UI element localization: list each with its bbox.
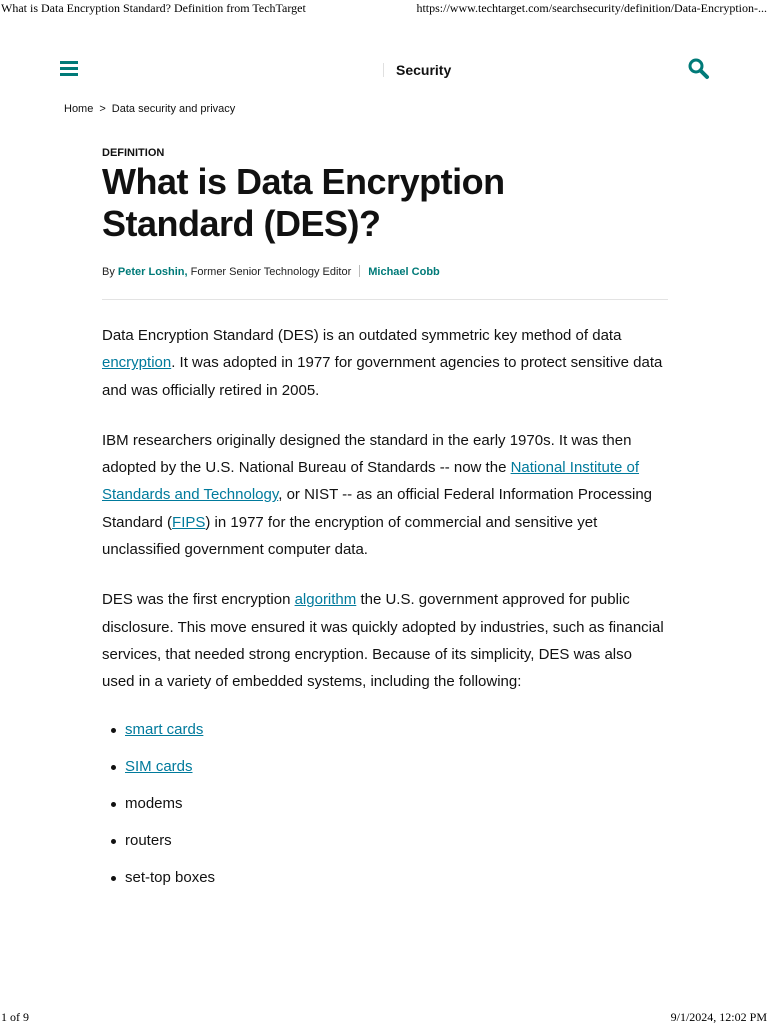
search-icon[interactable]: [687, 57, 711, 81]
link-smart-cards[interactable]: smart cards: [125, 720, 204, 738]
menu-bar: [60, 67, 78, 70]
article-title-line1: What is Data Encryption: [102, 161, 505, 202]
site-header: [0, 52, 768, 88]
menu-bar: [60, 73, 78, 76]
paragraph-text: IBM researchers originally designed the standard in the early 1970s. It was then adopted by the U.S. National Bureau of Standards -- now the: [102, 431, 632, 477]
paragraph-text: ) in 1977 for the encryption of commercial and sensitive yet unclassified government computer data.: [102, 513, 598, 559]
embedded-systems-list: [102, 720, 668, 906]
print-page-number: 1 of 9: [1, 1010, 29, 1024]
print-page-url: https://www.techtarget.com/searchsecurity/definition/Data-Encryption-...: [416, 1, 767, 15]
article-title-line2: Standard (DES)?: [102, 203, 381, 244]
breadcrumb-home-link[interactable]: Home: [64, 103, 94, 115]
list-item: set-top boxes: [102, 868, 668, 905]
magnifier-search-icon: [687, 57, 711, 81]
breadcrumb-category-link[interactable]: Data security and privacy: [111, 103, 236, 115]
section-link-security[interactable]: Security: [396, 62, 452, 78]
link-fips[interactable]: FIPS: [172, 513, 206, 531]
article: [102, 147, 668, 906]
print-page-title: What is Data Encryption Standard? Definition from TechTarget: [1, 1, 306, 15]
link-sim-cards[interactable]: SIM cards: [125, 757, 193, 775]
article-title: [102, 161, 668, 245]
paragraph-text: the U.S. government approved for public disclosure. This move ensured it was quickly adopted by industries, such as financial services, that needed strong encryption. Because of its simplicity, DES was also used in a variety of embedded systems, including the following:: [102, 591, 664, 691]
section-divider: [383, 63, 384, 77]
breadcrumb-separator: >: [99, 103, 106, 115]
list-item: [102, 720, 668, 757]
paragraph-text: DES was the first encryption: [102, 591, 295, 609]
byline-divider: [359, 265, 360, 277]
author-link-peter-loshin[interactable]: Peter Loshin,: [117, 266, 188, 278]
paragraph-text: . It was adopted in 1977 for government agencies to protect sensitive data and was officially retired in 2005.: [102, 354, 663, 399]
header-rule: [102, 299, 668, 300]
link-encryption[interactable]: encryption: [102, 354, 172, 372]
author-link-michael-cobb[interactable]: Michael Cobb: [368, 266, 440, 278]
byline-by: By: [102, 266, 115, 278]
list-item: [102, 757, 668, 794]
link-algorithm[interactable]: algorithm: [294, 591, 357, 609]
print-datetime: 9/1/2024, 12:02 PM: [670, 1010, 767, 1024]
paragraph-3: [102, 586, 668, 695]
menu-bar: [60, 61, 78, 64]
paragraph-1: [102, 322, 668, 404]
link-nist[interactable]: National Institute of Standards and Technology: [102, 459, 640, 504]
paragraph-2: [102, 427, 668, 563]
print-header: [0, 1, 768, 17]
paragraph-text: , or NIST -- as an official Federal Information Processing Standard (: [102, 486, 653, 531]
list-item: routers: [102, 831, 668, 868]
list-item: modems: [102, 794, 668, 831]
author-role: Former Senior Technology Editor: [187, 266, 352, 278]
article-byline: [102, 265, 668, 279]
article-kicker: DEFINITION: [102, 147, 165, 159]
breadcrumb: [64, 103, 235, 115]
hamburger-menu-icon[interactable]: [58, 56, 82, 80]
paragraph-text: Data Encryption Standard (DES) is an outdated symmetric key method of data: [102, 327, 622, 344]
